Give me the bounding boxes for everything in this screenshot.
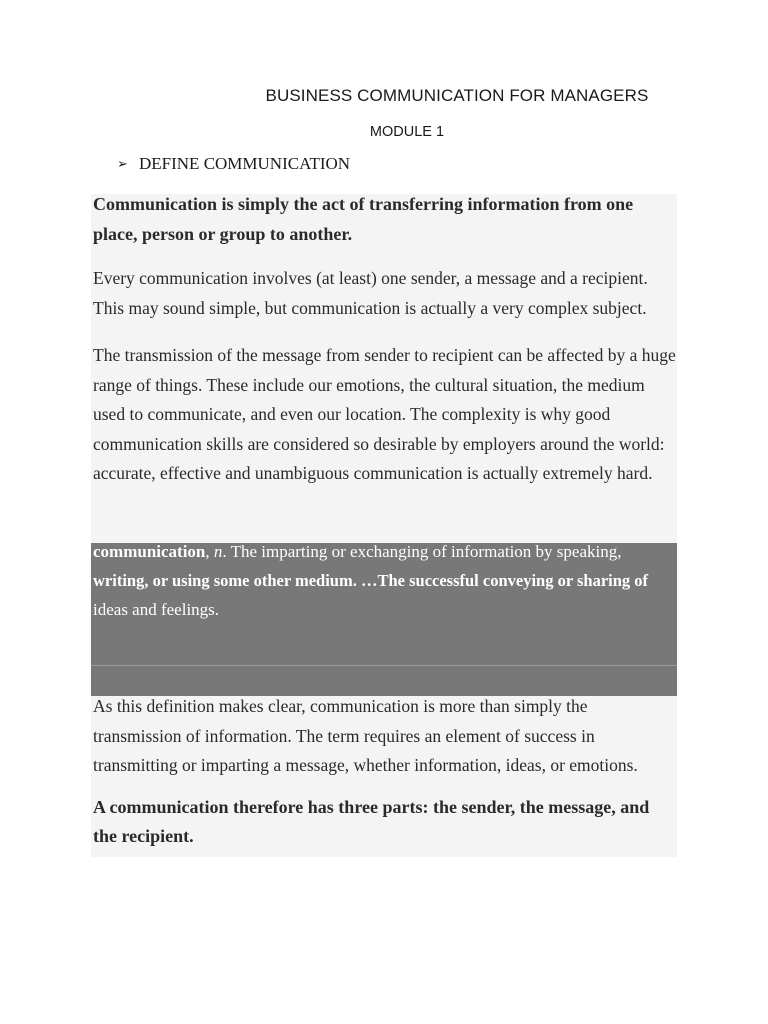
module-label: MODULE 1 (369, 124, 445, 140)
section-heading-text: DEFINE COMMUNICATION (139, 154, 351, 173)
definition-line-3: ideas and feelings. (93, 600, 220, 619)
definition-panel (91, 543, 677, 696)
arrow-bullet-icon: ➢ (117, 157, 128, 172)
paragraph-transmission: The transmission of the message from sender to recipient can be affected by a huge range of things. These include our emotions, the cultural situation, the medium used to communicate, and even our location. The complexity is why good communication skills are considered so desirable by employers around the world: accurate, effective and unambiguous communication is actually extremely hard. (93, 345, 676, 483)
section-heading (117, 154, 350, 174)
part-of-speech: n (213, 542, 223, 561)
intro-panel (91, 194, 677, 543)
definition-divider (91, 665, 677, 666)
definition-line-2: writing, or using some other medium. …The successful conveying or sharing of (93, 571, 649, 590)
paragraph-definition-explained: As this definition makes clear, communication is more than simply the transmission of information. The term requires an element of success in transmitting or imparting a message, whether information, ideas, or emotions. (93, 696, 638, 775)
summary-panel (91, 696, 677, 857)
definition-term: communication (93, 542, 206, 561)
paragraph-sender-message: Every communication involves (at least) one sender, a message and a recipient. This may sound simple, but communication is actually a very complex subject. (93, 268, 648, 318)
document-title: BUSINESS COMMUNICATION FOR MANAGERS (265, 86, 649, 105)
definition-meaning: . The imparting or exchanging of information by speaking, (222, 542, 622, 561)
intro-statement: Communication is simply the act of transferring information from one place, person or group to another. (93, 194, 634, 244)
definition-line-1: communication, n. The imparting or exchanging of information by speaking, (93, 542, 622, 561)
conclusion-statement: A communication therefore has three parts: the sender, the message, and the recipient. (93, 796, 650, 846)
